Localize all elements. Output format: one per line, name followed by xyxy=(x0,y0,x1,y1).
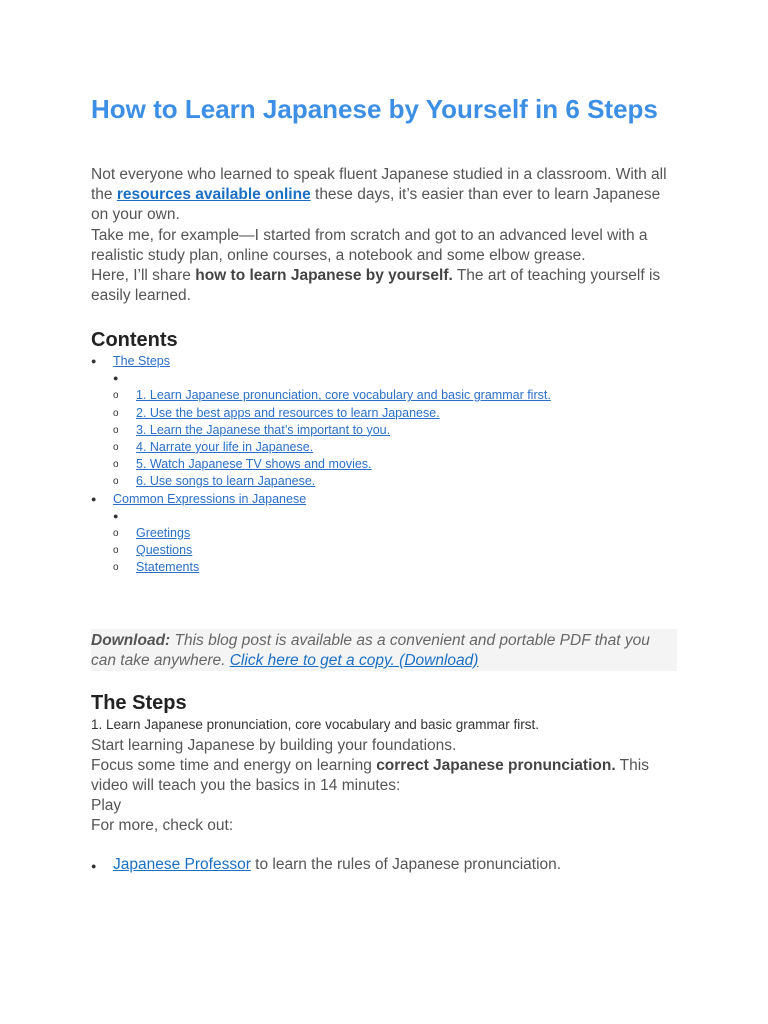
toc-step-4 xyxy=(91,439,671,456)
bullet-circle-icon: o xyxy=(113,562,119,574)
toc-link-step-5[interactable]: 5. Watch Japanese TV shows and movies. xyxy=(136,457,372,472)
bullet-disc-icon: ● xyxy=(91,493,97,504)
list-item xyxy=(91,855,671,875)
toc-step-2 xyxy=(91,405,671,422)
download-link[interactable]: Click here to get a copy. (Download) xyxy=(229,652,479,669)
steps-heading: The Steps xyxy=(91,692,187,714)
download-callout xyxy=(91,629,677,671)
video-play-label[interactable]: Play xyxy=(91,797,122,814)
intro-text: Not everyone who learned to speak fluent Japanese studied in a classroom. With all the xyxy=(91,166,667,204)
intro-paragraph-2: Take me, for example—I started from scratch and got to an advanced level with a realistic study plan, online courses, a notebook and some elbow grease. xyxy=(91,226,648,264)
toc-link-statements[interactable]: Statements xyxy=(136,560,200,575)
toc-expression-questions xyxy=(91,542,671,559)
bullet-circle-icon: o xyxy=(113,390,119,402)
toc-link-common-expressions[interactable]: Common Expressions in Japanese xyxy=(113,491,307,506)
bullet-circle-icon: o xyxy=(113,545,119,557)
bullet-circle-icon: o xyxy=(113,441,119,453)
toc-step-5 xyxy=(91,456,671,473)
bullet-circle-icon: o xyxy=(113,527,119,539)
download-label: Download: xyxy=(91,632,171,649)
toc-empty-subitem xyxy=(91,508,671,525)
toc-expression-greetings xyxy=(91,525,671,542)
table-of-contents xyxy=(91,353,671,576)
step-1-bold-text: correct Japanese pronunciation. xyxy=(376,757,616,774)
intro-paragraph-1 xyxy=(91,165,671,226)
download-text: This blog post is available as a convenient and portable PDF that you can take anywhere. xyxy=(91,632,650,669)
step-1-text: Focus some time and energy on learning xyxy=(91,757,377,774)
resources-link[interactable]: resources available online xyxy=(116,186,311,204)
bullet-disc-icon: ● xyxy=(113,373,119,384)
intro-text-after: The art of teaching yourself is easily learned. xyxy=(91,267,661,305)
article-intro xyxy=(91,165,671,306)
step-1-text-after: This video will teach you the basics in 14 minutes: xyxy=(91,757,649,794)
toc-link-greetings[interactable]: Greetings xyxy=(136,525,191,540)
toc-step-6 xyxy=(91,473,671,490)
toc-link-the-steps[interactable]: The Steps xyxy=(113,354,170,368)
intro-text-after: these days, it’s easier than ever to learn Japanese on your own. xyxy=(91,186,661,224)
toc-link-step-3[interactable]: 3. Learn the Japanese that’s important to you. xyxy=(136,422,391,437)
intro-text: Here, I’ll share xyxy=(91,267,196,285)
toc-empty-subitem xyxy=(91,370,671,387)
bullet-disc-icon: ● xyxy=(91,356,97,366)
bullet-circle-icon: o xyxy=(113,459,119,471)
article-title: How to Learn Japanese by Yourself in 6 Steps xyxy=(91,94,658,124)
intro-paragraph-3 xyxy=(91,266,671,306)
intro-bold-text: how to learn Japanese by yourself. xyxy=(195,267,453,285)
toc-expression-statements xyxy=(91,559,671,576)
toc-section-steps xyxy=(91,353,671,370)
bullet-circle-icon: o xyxy=(113,424,119,436)
toc-step-1 xyxy=(91,387,671,404)
toc-link-step-4[interactable]: 4. Narrate your life in Japanese. xyxy=(136,439,314,454)
step-1-body xyxy=(91,736,671,836)
step-1-paragraph-2 xyxy=(91,756,671,796)
japanese-professor-link[interactable]: Japanese Professor xyxy=(113,856,251,873)
toc-link-step-6[interactable]: 6. Use songs to learn Japanese. xyxy=(136,474,316,489)
contents-heading: Contents xyxy=(91,329,178,351)
bullet-disc-icon: ● xyxy=(91,861,97,871)
step-1-paragraph-1: Start learning Japanese by building your foundations. xyxy=(91,737,457,754)
toc-link-step-2[interactable]: 2. Use the best apps and resources to learn Japanese. xyxy=(136,405,440,420)
step-1-subtitle: 1. Learn Japanese pronunciation, core vocabulary and basic grammar first. xyxy=(91,717,539,732)
list-item-text xyxy=(91,855,671,875)
bullet-circle-icon: o xyxy=(113,407,119,419)
more-resources-text: For more, check out: xyxy=(91,817,234,834)
toc-step-3 xyxy=(91,422,671,439)
bullet-disc-icon: ● xyxy=(113,510,119,521)
toc-section-expressions xyxy=(91,491,671,508)
list-item-description: to learn the rules of Japanese pronunciation. xyxy=(250,856,562,873)
toc-link-questions[interactable]: Questions xyxy=(136,543,193,558)
bullet-circle-icon: o xyxy=(113,476,119,488)
toc-link-step-1[interactable]: 1. Learn Japanese pronunciation, core vocabulary and basic grammar first. xyxy=(136,388,551,403)
